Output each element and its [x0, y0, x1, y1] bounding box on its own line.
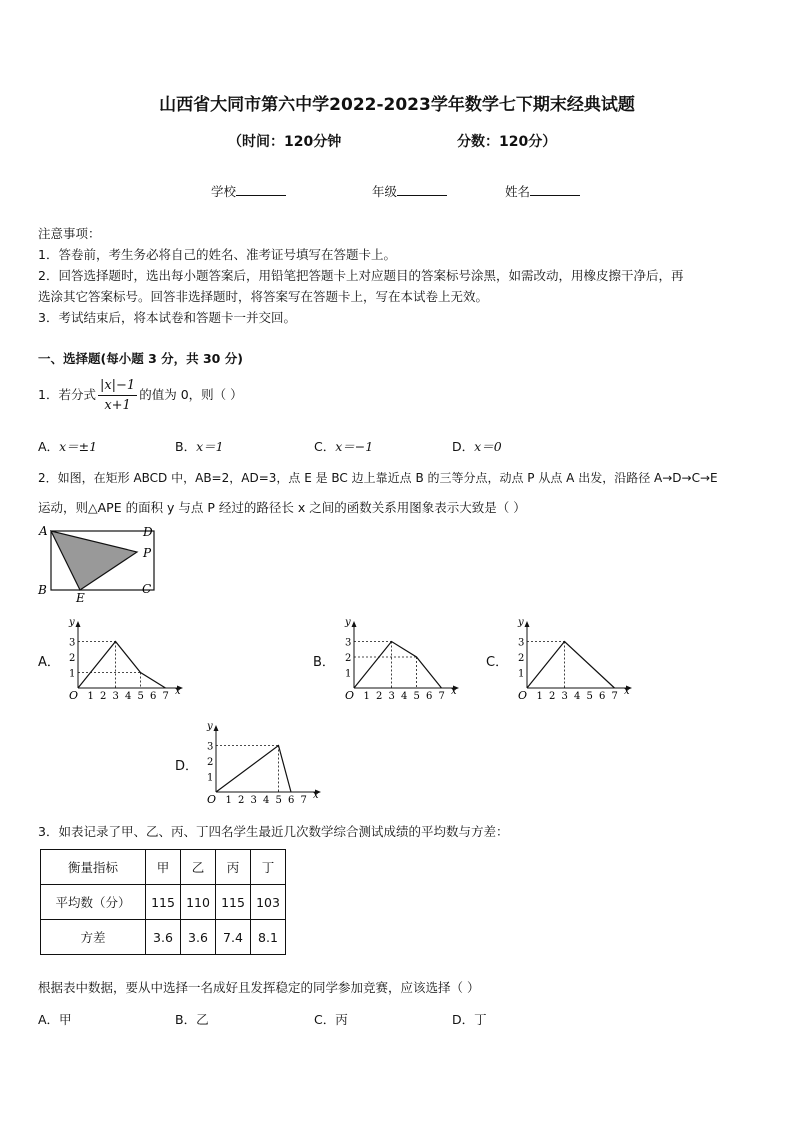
y-tick-label: 1	[69, 668, 76, 680]
table-header-row	[41, 850, 286, 885]
y-axis-label: y	[207, 721, 213, 732]
table-cell: 110	[181, 885, 216, 920]
section-heading: 一、选择题(每小题 3 分，共 30 分)	[38, 351, 243, 366]
note-2a: 2．回答选择题时，选出每小题答案后，用铅笔把答题卡上对应题目的答案标号涂黑，如需改动，用橡皮擦干净后，再	[38, 268, 684, 283]
label-d: D	[143, 525, 153, 539]
q1-option-a	[38, 437, 97, 455]
x-tick-label: 1	[87, 691, 94, 700]
origin-label: O	[345, 689, 355, 700]
label-p: P	[143, 546, 152, 560]
x-axis-label: x	[451, 686, 457, 697]
y-tick-label: 1	[518, 668, 525, 680]
q1-option-d	[452, 437, 502, 455]
label-a: A	[39, 524, 48, 538]
table-header-cell: 衡量指标	[41, 850, 146, 885]
x-tick-label: 4	[401, 691, 408, 700]
x-tick-label: 7	[162, 691, 169, 700]
table-cell: 8.1	[251, 920, 286, 955]
table-cell: 3.6	[146, 920, 181, 955]
y-axis-arrow	[76, 621, 81, 627]
x-tick-label: 1	[363, 691, 370, 700]
name-field	[505, 182, 580, 200]
x-tick-label: 4	[263, 795, 270, 804]
x-tick-label: 2	[100, 691, 107, 700]
graph-d	[200, 720, 324, 804]
x-tick-label: 5	[586, 691, 593, 700]
q2-option-d: D．	[175, 759, 199, 774]
table-cell: 方差	[41, 920, 146, 955]
question-2-line1: 2．如图，在矩形 ABCD 中，AB=2，AD=3，点 E 是 BC 边上靠近点 B 的三等分点，动点 P 从点 A 出发，沿路径 A→D→C→E	[38, 471, 718, 485]
x-tick-label: 3	[112, 691, 119, 700]
x-axis-label: x	[624, 686, 630, 697]
y-tick-label: 1	[345, 668, 352, 680]
label-e: E	[76, 591, 85, 604]
q1-d-label: D．	[452, 439, 475, 454]
table-row	[41, 885, 286, 920]
table-header-cell: 甲	[146, 850, 181, 885]
graph-b	[338, 616, 462, 700]
y-axis-arrow	[214, 725, 219, 731]
note-3: 3．考试结束后，将本试卷和答题卡一并交回。	[38, 310, 296, 325]
label-c: C	[142, 582, 152, 596]
x-tick-label: 6	[150, 691, 157, 700]
note-1: 1．答卷前，考生务必将自己的姓名、准考证号填写在答题卡上。	[38, 247, 396, 262]
table-cell: 平均数（分）	[41, 885, 146, 920]
table-header-cell: 乙	[181, 850, 216, 885]
label-b: B	[38, 583, 47, 597]
question-2-line2: 运动，则△APE 的面积 y 与点 P 经过的路径长 x 之间的函数关系用图象表示大致是（ ）	[38, 500, 526, 515]
x-tick-label: 3	[561, 691, 568, 700]
q1-c-text: x＝−1	[335, 439, 374, 454]
school-label: 学校	[211, 184, 237, 199]
x-tick-label: 4	[574, 691, 581, 700]
school-field	[211, 182, 286, 200]
x-tick-label: 2	[376, 691, 383, 700]
x-tick-label: 4	[125, 691, 132, 700]
q1-a-label: A．	[38, 439, 60, 454]
y-tick-label: 3	[518, 637, 525, 649]
y-axis-label: y	[518, 617, 524, 628]
table-header-cell: 丙	[216, 850, 251, 885]
question-3: 3．如表记录了甲、乙、丙、丁四名学生最近几次数学综合测试成绩的平均数与方差：	[38, 824, 509, 839]
x-tick-label: 2	[238, 795, 245, 804]
q1-numerator: |x|−1	[98, 378, 137, 396]
q1-b-label: B．	[175, 439, 197, 454]
y-tick-label: 3	[207, 741, 214, 753]
q1-c-label: C．	[314, 439, 336, 454]
x-tick-label: 5	[413, 691, 420, 700]
y-tick-label: 2	[69, 653, 76, 664]
table-cell: 103	[251, 885, 286, 920]
q1-fraction	[98, 378, 137, 413]
y-tick-label: 3	[69, 637, 76, 649]
x-tick-label: 7	[438, 691, 445, 700]
y-tick-label: 2	[207, 757, 214, 768]
x-axis-label: x	[313, 790, 319, 801]
function-line	[78, 642, 166, 689]
y-axis-arrow	[352, 621, 357, 627]
question-1	[38, 378, 243, 413]
y-axis-arrow	[525, 621, 530, 627]
q1-prefix: 1．若分式	[38, 387, 96, 402]
y-axis-label: y	[345, 617, 351, 628]
q1-b-text: x＝1	[196, 439, 224, 454]
exam-time: （时间：120分钟	[228, 134, 342, 150]
table-cell: 7.4	[216, 920, 251, 955]
q3-option-b: B．乙	[175, 1012, 209, 1027]
q2-option-a: A．	[38, 655, 60, 670]
origin-label: O	[207, 793, 217, 804]
x-tick-label: 1	[536, 691, 543, 700]
graph-c	[511, 616, 635, 700]
table-cell: 115	[146, 885, 181, 920]
q1-option-c	[314, 437, 373, 455]
y-tick-label: 2	[518, 653, 525, 664]
note-2b: 选涂其它答案标号。回答非选择题时，将答案写在答题卡上，写在本试卷上无效。	[38, 289, 489, 304]
origin-label: O	[518, 689, 528, 700]
y-axis-label: y	[69, 617, 75, 628]
y-tick-label: 3	[345, 637, 352, 649]
x-tick-label: 1	[225, 795, 232, 804]
graph-a	[62, 616, 186, 700]
function-line	[354, 642, 442, 689]
q2-option-c: C．	[486, 655, 509, 670]
table-header-cell: 丁	[251, 850, 286, 885]
x-tick-label: 3	[388, 691, 395, 700]
q1-suffix: 的值为 0，则（ ）	[139, 387, 243, 402]
x-tick-label: 7	[611, 691, 618, 700]
q1-denominator: x+1	[104, 398, 131, 413]
table-cell: 115	[216, 885, 251, 920]
q1-option-b	[175, 437, 224, 455]
x-tick-label: 3	[250, 795, 257, 804]
origin-label: O	[69, 689, 79, 700]
x-tick-label: 7	[300, 795, 307, 804]
name-label: 姓名	[505, 184, 531, 199]
question-3-prompt: 根据表中数据，要从中选择一名成好且发挥稳定的同学参加竞赛，应该选择（ ）	[38, 980, 480, 995]
x-axis-label: x	[175, 686, 181, 697]
x-tick-label: 6	[426, 691, 433, 700]
notes-heading: 注意事项：	[38, 226, 101, 241]
q1-a-text: x＝±1	[59, 439, 98, 454]
x-tick-label: 6	[599, 691, 606, 700]
page-title: 山西省大同市第六中学2022-2023学年数学七下期末经典试题	[159, 95, 635, 115]
q3-option-d: D．丁	[452, 1012, 487, 1027]
y-tick-label: 1	[207, 772, 214, 784]
x-tick-label: 6	[288, 795, 295, 804]
table-cell: 3.6	[181, 920, 216, 955]
x-tick-label: 5	[275, 795, 282, 804]
x-tick-label: 5	[137, 691, 144, 700]
rectangle-figure	[34, 522, 164, 604]
table-row	[41, 920, 286, 955]
q3-option-c: C．丙	[314, 1012, 348, 1027]
exam-score: 分数：120分）	[457, 134, 557, 150]
q2-option-b: B．	[313, 655, 335, 670]
function-line	[527, 642, 615, 689]
q3-option-a: A．甲	[38, 1012, 72, 1027]
stats-table	[40, 849, 286, 955]
x-tick-label: 2	[549, 691, 556, 700]
y-tick-label: 2	[345, 653, 352, 664]
grade-field	[372, 182, 447, 200]
q1-d-text: x＝0	[474, 439, 502, 454]
grade-label: 年级	[372, 184, 398, 199]
function-line	[216, 746, 291, 793]
